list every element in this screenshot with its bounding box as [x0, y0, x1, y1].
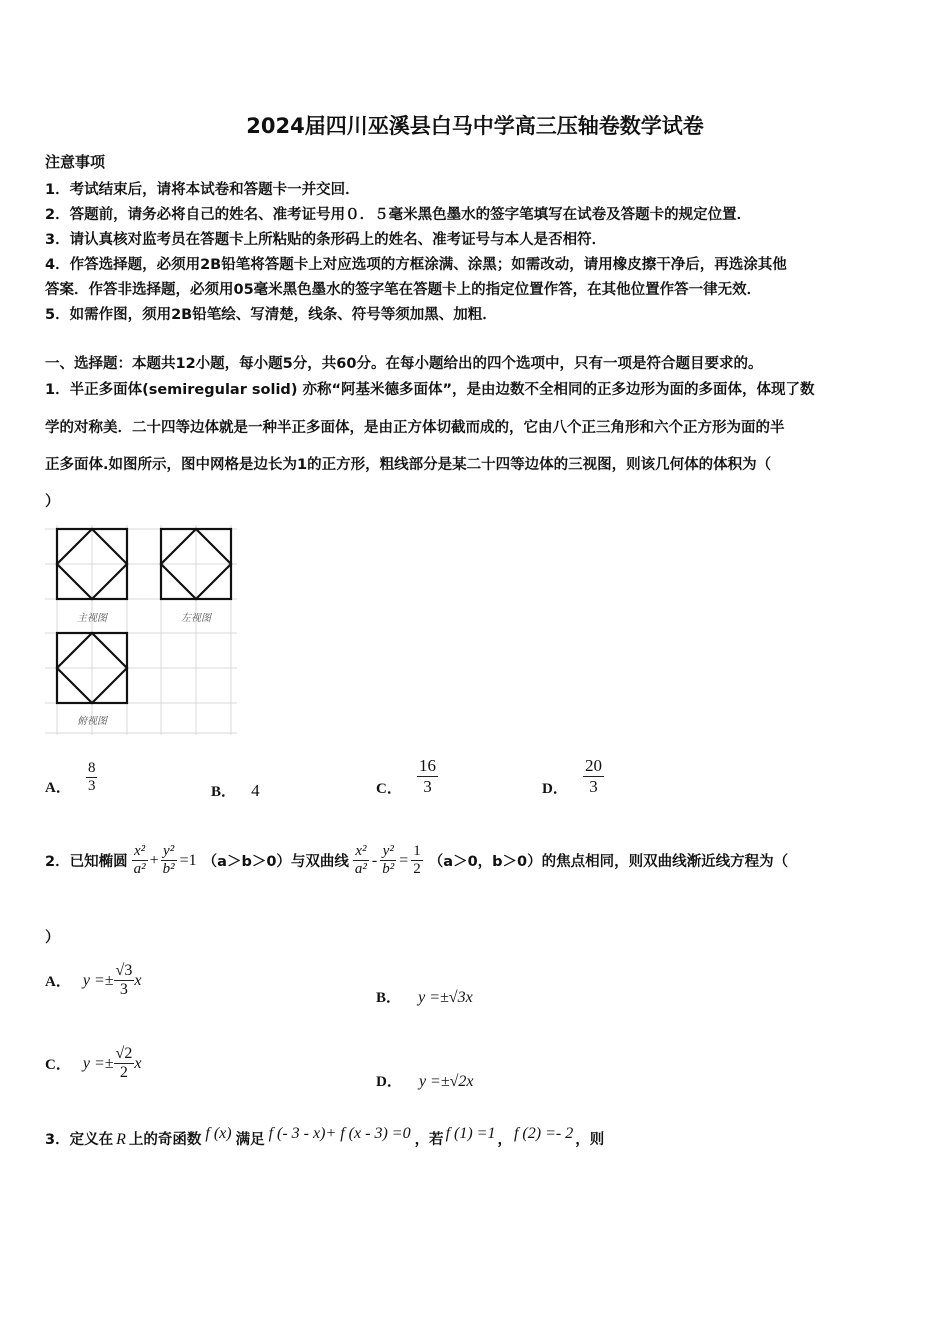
q1-line-1: 1．半正多面体(semiregular solid) 亦称“阿基米德多面体”，是由边数不全相同的正多边形为面的多面体，体现了数 [45, 382, 815, 398]
option-label: A． [45, 974, 71, 990]
denominator: 3 [119, 981, 128, 998]
denominator: 3 [423, 777, 432, 796]
expr-post: x [134, 971, 142, 989]
q1-option-b[interactable] [211, 780, 260, 801]
side-view-label: 左视图 [181, 613, 211, 624]
set-R: R [116, 1131, 126, 1148]
q3-part-3: 满足 [235, 1132, 265, 1148]
function-f: f (x) [205, 1125, 232, 1142]
hyperbola-op: - [371, 851, 378, 869]
f2-value: f (2) =- 2 [513, 1125, 574, 1142]
numerator: x² [353, 843, 369, 861]
numerator: √2 [115, 1045, 133, 1062]
ellipse-term-1 [132, 843, 148, 878]
top-view-label: 俯视图 [77, 716, 107, 727]
option-expr: y =±√2x [418, 1073, 474, 1090]
option-label: C． [376, 781, 402, 797]
notice-item-4-cont: 答案．作答非选择题，必须用05毫米黑色墨水的签字笔在答题卡上的指定位置作答，在其他位置作答一律无效． [45, 282, 762, 298]
denominator: 3 [87, 778, 96, 794]
numerator: y² [380, 843, 396, 861]
q1-option-c[interactable] [376, 756, 438, 797]
ellipse-rhs: =1 [179, 851, 197, 869]
page-title: 2024届四川巫溪县白马中学高三压轴卷数学试卷 [246, 114, 704, 138]
q2-option-d[interactable] [376, 1070, 474, 1091]
denominator: 2 [413, 861, 421, 877]
q3-part-5: ，则 [575, 1132, 605, 1148]
q3-part-2: 上的奇函数 [128, 1132, 202, 1148]
fraction [583, 756, 604, 797]
hyperbola-term-2 [380, 843, 396, 878]
q1-option-a[interactable] [45, 760, 97, 795]
q2-prefix: 2．已知椭圆 [45, 854, 128, 870]
numerator: 8 [87, 760, 96, 776]
q1-option-d[interactable] [542, 756, 604, 797]
q2-stem [45, 843, 788, 878]
fraction [114, 1045, 135, 1082]
q3-sep: ， [497, 1132, 512, 1148]
f1-value: f (1) =1 [445, 1125, 496, 1142]
expr-pre: y =± [82, 1054, 114, 1072]
three-view-drawing [45, 525, 241, 735]
section-heading: 一、选择题：本题共12小题，每小题5分，共60分。在每小题给出的四个选项中，只有一项是符合题目要求的。 [45, 356, 763, 372]
expr-post: x [134, 1054, 142, 1072]
option-expr: y =±√3x [418, 989, 473, 1006]
ellipse-op: + [149, 851, 159, 869]
q2-cond2: （a＞0，b＞0）的焦点相同，则双曲线渐近线方程为（ [428, 854, 789, 870]
denominator: b² [382, 861, 395, 877]
denominator: 3 [589, 777, 598, 796]
three-view-figure [45, 525, 241, 735]
option-value: 4 [251, 781, 260, 800]
option-label: C． [45, 1057, 71, 1073]
ellipse-term-2 [161, 843, 177, 878]
option-label: A． [45, 780, 71, 796]
notice-item-5: 5．如需作图，须用2B铅笔绘、写清楚，线条、符号等须加黑、加粗． [45, 307, 497, 323]
fraction [86, 760, 98, 795]
q3-part-4: ，若 [414, 1132, 444, 1148]
numerator: 16 [418, 756, 436, 775]
q1-line-3: 正多面体.如图所示，图中网格是边长为1的正方形，粗线部分是某二十四等边体的三视图，则该几何体的体积为（ [45, 457, 772, 473]
fraction [417, 756, 438, 797]
numerator: y² [161, 843, 177, 861]
notice-item-3: 3．请认真核对监考员在答题卡上所粘贴的条形码上的姓名、准考证号与本人是否相符． [45, 232, 607, 248]
numerator: 20 [584, 756, 602, 775]
hyperbola-rhs [411, 843, 423, 878]
numerator: √3 [115, 962, 133, 979]
q2-cond1: （a＞b＞0）与双曲线 [202, 854, 349, 870]
denominator: a² [133, 861, 146, 877]
option-label: B． [211, 784, 237, 800]
notice-item-4: 4．作答选择题，必须用2B铅笔将答题卡上对应选项的方框涂满、涂黑；如需改动，请用橡皮擦干净后，再选涂其他 [45, 257, 787, 273]
notice-item-1: 1．考试结束后，请将本试卷和答题卡一并交回． [45, 182, 360, 198]
numerator: x² [132, 843, 148, 861]
hyperbola-eq: = [399, 851, 409, 869]
notice-heading: 注意事项 [45, 153, 106, 171]
option-label: B． [376, 990, 402, 1006]
expr-pre: y =± [82, 971, 114, 989]
q1-line-4: ） [45, 494, 60, 510]
q2-option-a[interactable] [45, 962, 141, 999]
front-view-label: 主视图 [77, 613, 107, 624]
denominator: 2 [119, 1064, 128, 1081]
hyperbola-term-1 [353, 843, 369, 878]
q2-option-b[interactable] [376, 986, 473, 1007]
denominator: b² [162, 861, 175, 877]
fraction [114, 962, 135, 999]
denominator: a² [354, 861, 367, 877]
condition-expr: f (- 3 - x)+ f (x - 3) =0 [268, 1125, 411, 1142]
q2-close: ） [45, 930, 60, 946]
q2-option-c[interactable] [45, 1045, 141, 1082]
q3-part-1: 3．定义在 [45, 1132, 114, 1148]
q1-line-2: 学的对称美．二十四等边体就是一种半正多面体，是由正方体切截而成的，它由八个正三角形和六个正方形为面的半 [45, 420, 785, 436]
q3-stem [45, 1125, 605, 1149]
numerator: 1 [413, 843, 421, 859]
option-label: D． [376, 1074, 402, 1090]
notice-item-2: 2．答题前，请务必将自己的姓名、准考证号用０．５毫米黑色墨水的签字笔填写在试卷及答题卡的规定位置． [45, 207, 752, 223]
option-label: D． [542, 781, 568, 797]
